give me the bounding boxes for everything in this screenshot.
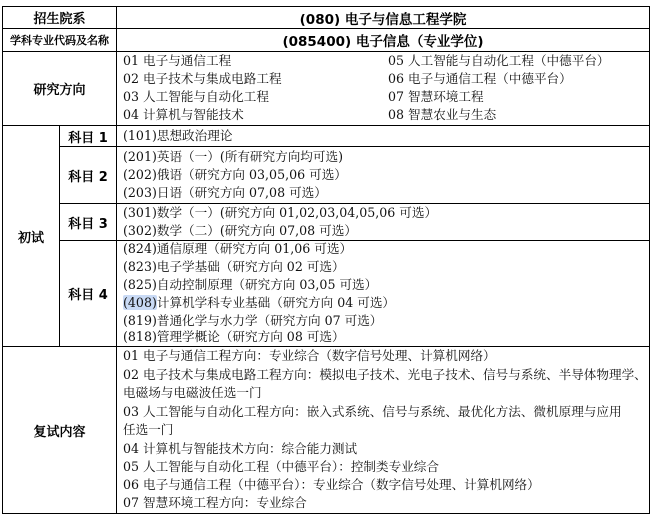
retest-line: 任选一门 [123, 422, 174, 437]
retest-line: 05 人工智能与自动化工程（中德平台）：控制类专业综合 [123, 459, 439, 474]
retest-line: 02 电子技术与集成电路工程方向：模拟电子技术、光电子技术、信号与系统、半导体物理学、 [123, 367, 647, 382]
retest-line: 电磁场与电磁波任选一门 [123, 385, 262, 400]
subject-3-item: (302)数学（二）(研究方向 07,08 可选） [123, 223, 357, 238]
subject-2-item: (202)俄语（研究方向 03,05,06 可选） [123, 167, 347, 182]
subject-4-label: 科目 4 [68, 288, 108, 303]
research-item: 06 电子与通信工程（中德平台） [388, 71, 572, 86]
subject-4-item: (823)电子学基础（研究方向 02 可选） [123, 259, 345, 274]
research-item: 04 计算机与智能技术 [123, 107, 244, 122]
subject-4-item: (819)普通化学与水力学（研究方向 07 可选） [123, 313, 383, 328]
subject-3-label: 科目 3 [68, 216, 108, 232]
major-label: 学科专业代码及名称 [10, 34, 109, 47]
dept-label: 招生院系 [33, 12, 86, 27]
subject-1-label: 科目 1 [68, 130, 108, 146]
table-rule [649, 6, 650, 514]
table-rule [59, 146, 650, 147]
research-item: 03 人工智能与自动化工程 [123, 89, 269, 104]
research-item: 08 智慧农业与生态 [388, 107, 497, 122]
initial-exam-label: 初试 [17, 230, 44, 246]
admission-table [2, 0, 650, 516]
selected-text-highlight: (408) [123, 295, 157, 310]
subject-4-item: (818)管理学概论（研究方向 08 可选） [123, 329, 345, 344]
subject-4-item-selected [123, 294, 395, 312]
major-value: (085400) 电子信息（专业学位) [282, 34, 484, 50]
research-item: 07 智慧环境工程 [388, 89, 484, 104]
retest-line: 03 人工智能与自动化工程方向：嵌入式系统、信号与系统、最优化方法、微机原理与应用 [123, 404, 622, 419]
table-rule [2, 513, 650, 514]
subject-4-item: 计算机学科专业基础（研究方向 04 可选） [156, 295, 396, 310]
research-item: 05 人工智能与自动化工程（中德平台） [388, 53, 610, 68]
research-label: 研究方向 [33, 83, 86, 98]
research-item: 01 电子与通信工程 [123, 53, 232, 68]
dept-value: (080) 电子与信息工程学院 [299, 11, 467, 28]
subject-2-item: (201)英语（一）(所有研究方向均可选) [123, 149, 344, 164]
subject-1-item: (101)思想政治理论 [123, 128, 233, 143]
subject-2-label: 科目 2 [68, 169, 108, 185]
retest-label: 复试内容 [33, 424, 86, 440]
research-item: 02 电子技术与集成电路工程 [123, 71, 282, 86]
retest-line: 04 计算机与智能技术方向：综合能力测试 [123, 441, 358, 456]
retest-line: 07 智慧环境工程方向：专业综合 [123, 495, 307, 510]
subject-4-item: (825)自动控制原理（研究方向 03,05 可选） [123, 277, 378, 292]
subject-3-item: (301)数学（一）(研究方向 01,02,03,04,05,06 可选） [123, 205, 438, 220]
subject-4-item: (824)通信原理（研究方向 01,06 可选） [123, 241, 353, 256]
retest-line: 06 电子与通信工程（中德平台）：专业综合（数字信号处理、计算机网络） [123, 477, 540, 492]
retest-line: 01 电子与通信工程方向：专业综合（数字信号处理、计算机网络） [123, 348, 496, 363]
subject-2-item: (203)日语（研究方向 07,08 可选） [123, 185, 327, 200]
table-rule [116, 6, 117, 514]
